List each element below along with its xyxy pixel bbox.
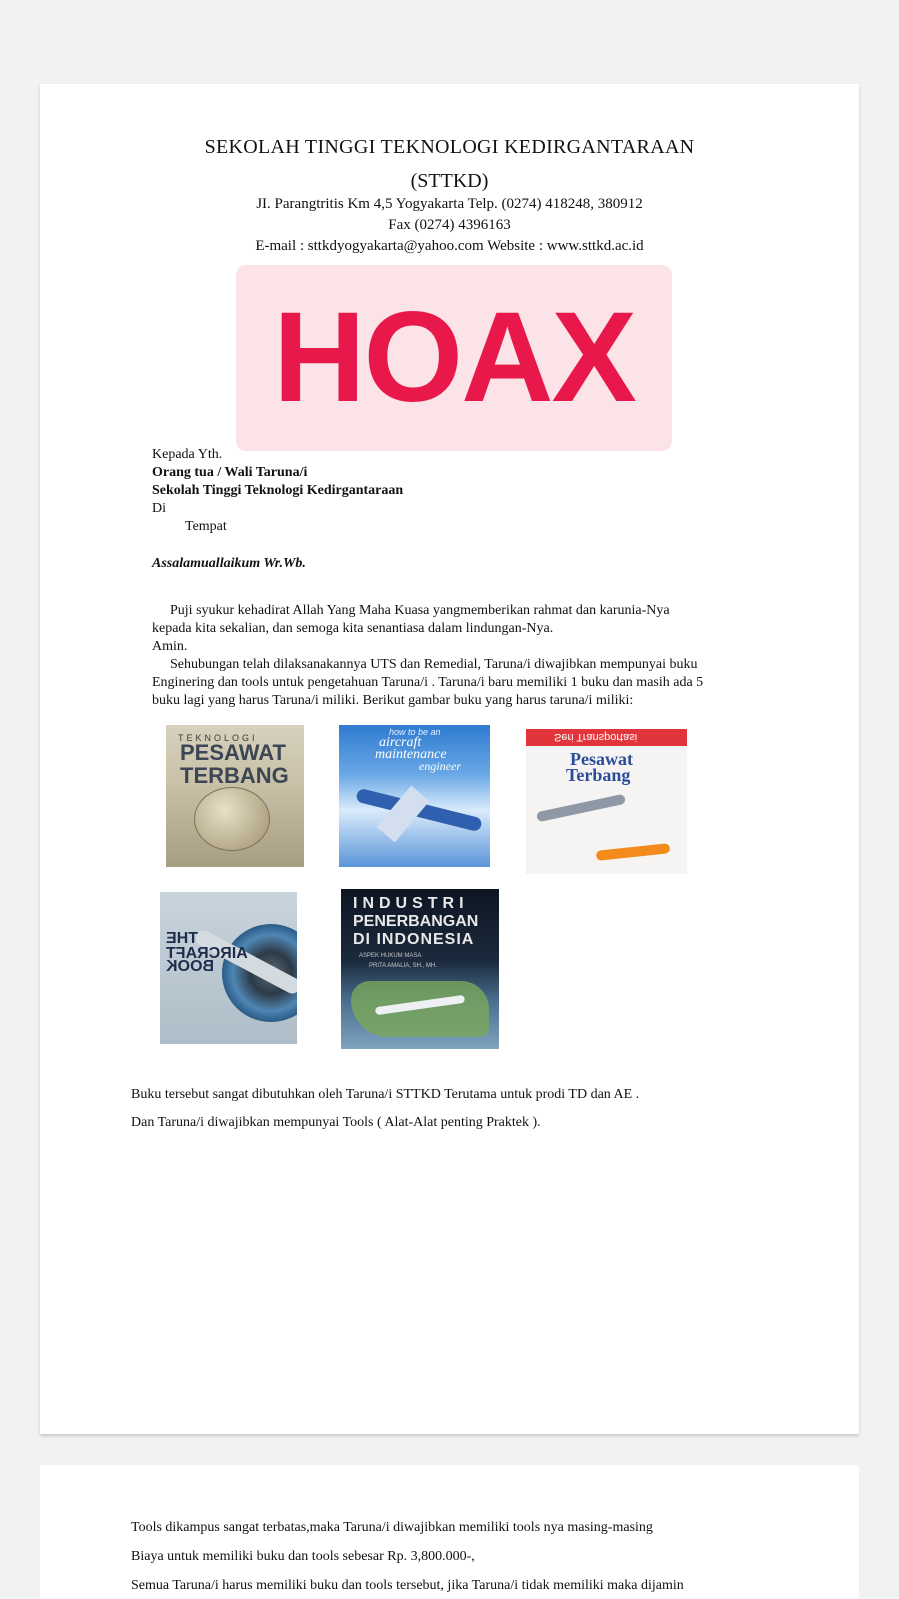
document-page-1: [40, 84, 859, 1434]
institution-name: SEKOLAH TINGGI TEKNOLOGI KEDIRGANTARAAN: [204, 136, 695, 158]
book-cover-text: Terbang: [566, 765, 631, 785]
book-cover-text: BOOK: [166, 958, 214, 975]
paragraph-2-line: Sehubungan telah dilaksanakannya UTS dan Remedial, Taruna/i diwajibkan mempunyai buku: [170, 657, 698, 672]
book-cover-text: how to be an: [389, 727, 441, 737]
recipient-line-1: Kepada Yth.: [152, 447, 223, 462]
book-cover-text: DI INDONESIA: [353, 931, 475, 948]
institution-fax: Fax (0274) 4396163: [388, 217, 511, 233]
paragraph-2-line: buku lagi yang harus Taruna/i miliki. Berikut gambar buku yang harus taruna/i miliki:: [152, 693, 634, 708]
balloon-image: [194, 787, 270, 851]
page-2-line: Biaya untuk memiliki buku dan tools sebesar Rp. 3,800.000-,: [131, 1549, 475, 1564]
recipient-line-4: Di: [152, 501, 166, 516]
book-cover-text: ASPEK HUKUM MASA: [359, 953, 422, 959]
book-cover-text: PENERBANGAN: [353, 913, 479, 930]
book-cover-text: Seri Transportasi: [554, 731, 638, 743]
airplane-image: [596, 843, 671, 861]
book-cover-text: AIRCRAFT: [166, 945, 248, 962]
book-cover-industri-penerbangan: [341, 889, 499, 1049]
paragraph-1-line: kepada kita sekalian, dan semoga kita senantiasa dalam lindungan-Nya.: [152, 621, 554, 636]
paragraph-2-line: Enginering dan tools untuk pengetahuan Taruna/i . Taruna/i baru memiliki 1 buku dan masih ada 5: [152, 675, 704, 690]
hoax-stamp: [236, 265, 672, 451]
book-cover-text: TEKNOLOGI: [178, 733, 258, 743]
paragraph-1-line: Puji syukur kehadirat Allah Yang Maha Kuasa yangmemberikan rahmat dan karunia-Nya: [170, 603, 670, 618]
document-page-2: [40, 1465, 859, 1599]
book-cover-aircraft-book: [160, 892, 297, 1044]
paragraph-1-line: Amin.: [152, 639, 188, 654]
closing-line: Dan Taruna/i diwajibkan mempunyai Tools ( Alat-Alat penting Praktek ).: [131, 1115, 541, 1130]
book-cover-text: PRITA AMALIA, SH., MH.: [369, 963, 437, 969]
airplane-image: [536, 794, 626, 822]
recipient-line-5: Tempat: [185, 519, 227, 534]
book-cover-seri-transportasi: [526, 729, 687, 874]
book-cover-text: INDUSTRI: [353, 895, 469, 912]
institution-address: JI. Parangtritis Km 4,5 Yogyakarta Telp. (0274) 418248, 380912: [256, 196, 643, 212]
hoax-label: HOAX: [273, 286, 635, 429]
book-cover-aircraft-maintenance: [339, 725, 490, 867]
book-cover-text: TERBANG: [180, 763, 289, 788]
recipient-line-2: Orang tua / Wali Taruna/i: [152, 465, 308, 480]
institution-contact: E-mail : sttkdyogyakarta@yahoo.com Website : www.sttkd.ac.id: [255, 238, 644, 254]
page-2-line: Tools dikampus sangat terbatas,maka Taruna/i diwajibkan memiliki tools nya masing-masing: [131, 1520, 653, 1535]
institution-abbreviation: (STTKD): [410, 170, 489, 192]
book-cover-text: PESAWAT: [180, 740, 286, 765]
book-cover-text: Pesawat: [570, 749, 633, 769]
book-cover-pesawat-terbang: [166, 725, 304, 867]
book-cover-text: engineer: [419, 759, 461, 773]
recipient-line-3: Sekolah Tinggi Teknologi Kedirgantaraan: [152, 483, 404, 498]
book-cover-text: maintenance: [375, 747, 447, 762]
greeting: Assalamuallaikum Wr.Wb.: [152, 556, 306, 571]
book-cover-text: aircraft: [379, 735, 422, 750]
page-2-line: Semua Taruna/i harus memiliki buku dan tools tersebut, jika Taruna/i tidak memiliki maka dijamin: [131, 1578, 684, 1593]
book-cover-text: THE: [166, 930, 198, 947]
closing-line: Buku tersebut sangat dibutuhkan oleh Taruna/i STTKD Terutama untuk prodi TD dan AE .: [131, 1087, 640, 1102]
